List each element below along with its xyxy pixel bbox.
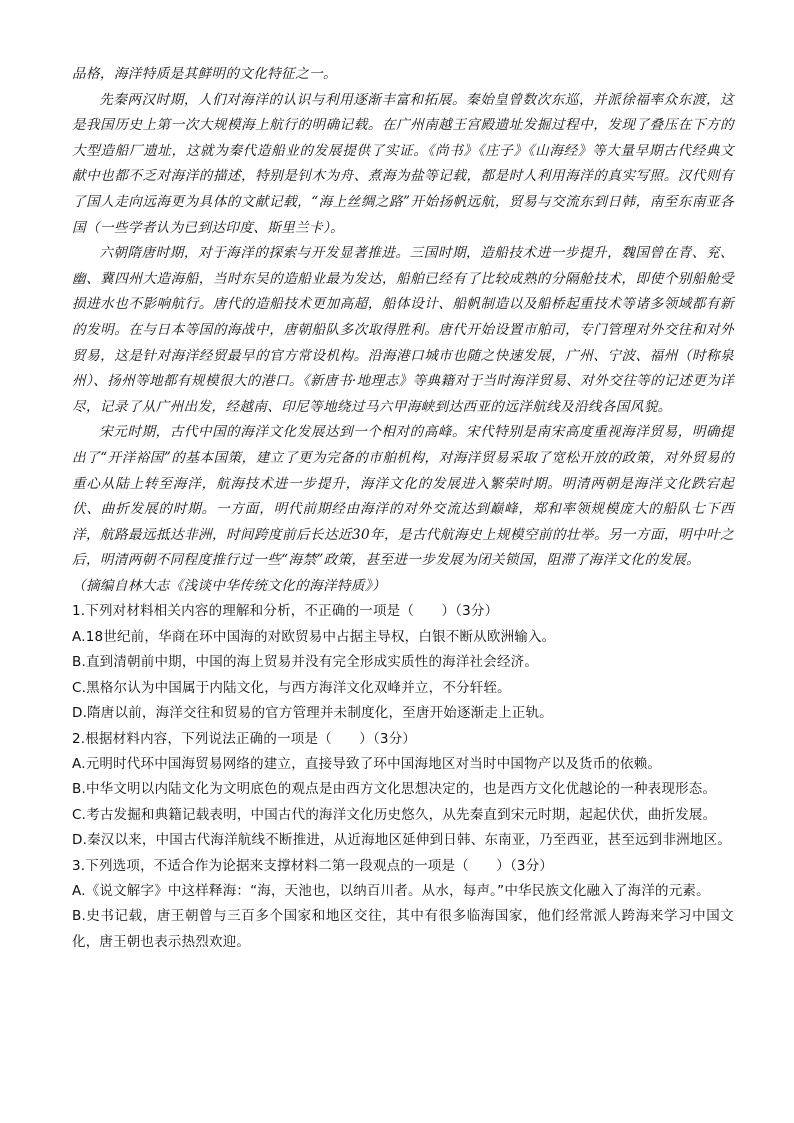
question-stem: 1.下列对材料相关内容的理解和分析，不正确的一项是（ ）（3分） [72,603,499,620]
answer-option: D.秦汉以来，中国古代海洋航线不断推进，从近海地区延伸到日韩、东南亚，乃至西亚，甚至远到非洲地区。 [72,832,731,849]
answer-option: A.元明时代环中国海贸易网络的建立，直接导致了环中国海地区对当时中国物产以及货币的依赖。 [72,755,662,772]
answer-option: A.18世纪前，华商在环中国海的对欧贸易中占据主导权，白银不断从欧洲输入。 [72,628,556,645]
passage-paragraph: 宋元时期，古代中国的海洋文化发展达到一个相对的高峰。宋代特别是南宋高度重视海洋贸易，明确提出了“开洋裕国”的基本国策，建立了更为完备的市舶机构，对海洋贸易采取了宽松开放的政策，对外贸易的重心从陆上转至海洋，航海技术进一步提升，海洋文化的发展进入繁荣时期。明清两朝是海洋文化跌宕起伏、曲折发展的时期。一方面，明代前期经由海洋的对外交流达到巅峰，郑和率领规模庞大的船队七下西洋，航路最远抵达非洲，时间跨度前后长达近30年，是古代航海史上规模空前的壮举。另一方面，明中叶之后，明清两朝不同程度推行过一些“海禁”政策，甚至进一步发展为闭关锁国，阻滞了海洋文化的发展。 [72,424,734,569]
passage-paragraph: 品格，海洋特质是其鲜明的文化特征之一。 [72,66,337,82]
question-stem: 2.根据材料内容，下列说法正确的一项是（ ）（3分） [72,730,417,747]
reading-passage [72,62,734,599]
answer-option: B.直到清朝前中期，中国的海上贸易并没有完全形成实质性的海洋社会经济。 [72,654,539,671]
passage-paragraph: 先秦两汉时期，人们对海洋的认识与利用逐渐丰富和拓展。秦始皇曾数次东巡，并派徐福率众东渡，这是我国历史上第一次大规模海上航行的明确记载。在广州南越王宫殿遗址发掘过程中，发现了叠压在下方的大型造船厂遗址，这就为秦代造船业的发展提供了实证。《尚书》《庄子》《山海经》等大量早期古代经典文献中也都不乏对海洋的描述，特别是钊木为舟、煮海为盐等记载，都是时人利用海洋的真实写照。汉代则有了国人走向远海更为具体的文献记载，“海上丝绸之路”开始扬帆远航，贸易与交流东到日韩，南至东南亚各国（一些学者认为已到达印度、斯里兰卡）。 [72,91,734,236]
answer-option: B.中华文明以内陆文化为文明底色的观点是由西方文化思想决定的，也是西方文化优越论的一种表现形态。 [72,781,717,798]
question-3 [72,854,734,956]
question-stem: 3.下列选项，不适合作为论据来支撑材料二第一段观点的一项是（ ）（3分） [72,857,554,874]
question-1 [72,599,734,726]
answer-option: A.《说文解字》中这样释海：“海，天池也，以纳百川者。从水，每声。”中华民族文化融入了海洋的元素。 [72,882,710,899]
answer-option: C.黑格尔认为中国属于内陆文化，与西方海洋文化双峰并立，不分轩轾。 [72,679,511,696]
answer-option: C.考古发掘和典籍记载表明，中国古代的海洋文化历史悠久，从先秦直到宋元时期，起起伏伏，曲折发展。 [72,806,717,823]
question-list [72,599,734,955]
passage-source: （摘编自林大志《浅谈中华传统文化的海洋特质》） [72,577,386,594]
question-2 [72,727,734,854]
passage-paragraph: 六朝隋唐时期，对于海洋的探索与开发显著推进。三国时期，造船技术进一步提升，魏国曾在青、兖、幽、冀四州大造海船，当时东吴的造船业最为发达，船舶已经有了比较成熟的分隔舱技术，即使个别船舱受损进水也不影响航行。唐代的造船技术更加高超，船体设计、船帆制造以及船桥起重技术等诸多领域都有新的发明。在与日本等国的海战中，唐朝船队多次取得胜利。唐代开始设置市舶司，专门管理对外交往和对外贸易，这是针对海洋经贸最早的官方常设机构。沿海港口城市也随之快速发展，广州、宁波、福州（时称泉州）、扬州等地都有规模很大的港口。《新唐书·地理志》等典籍对于当时海洋贸易、对外交往等的记述更为详尽，记录了从广州出发，经越南、印尼等地绕过马六甲海峡到达西亚的远洋航线及沿线各国风貌。 [72,245,734,415]
answer-option: D.隋唐以前，海洋交往和贸易的官方管理并未制度化，至唐开始逐渐走上正轨。 [72,705,553,722]
answer-option: B.史书记载，唐王朝曾与三百多个国家和地区交往，其中有很多临海国家，他们经常派人跨海来学习中国文化，唐王朝也表示热烈欢迎。 [72,908,734,950]
